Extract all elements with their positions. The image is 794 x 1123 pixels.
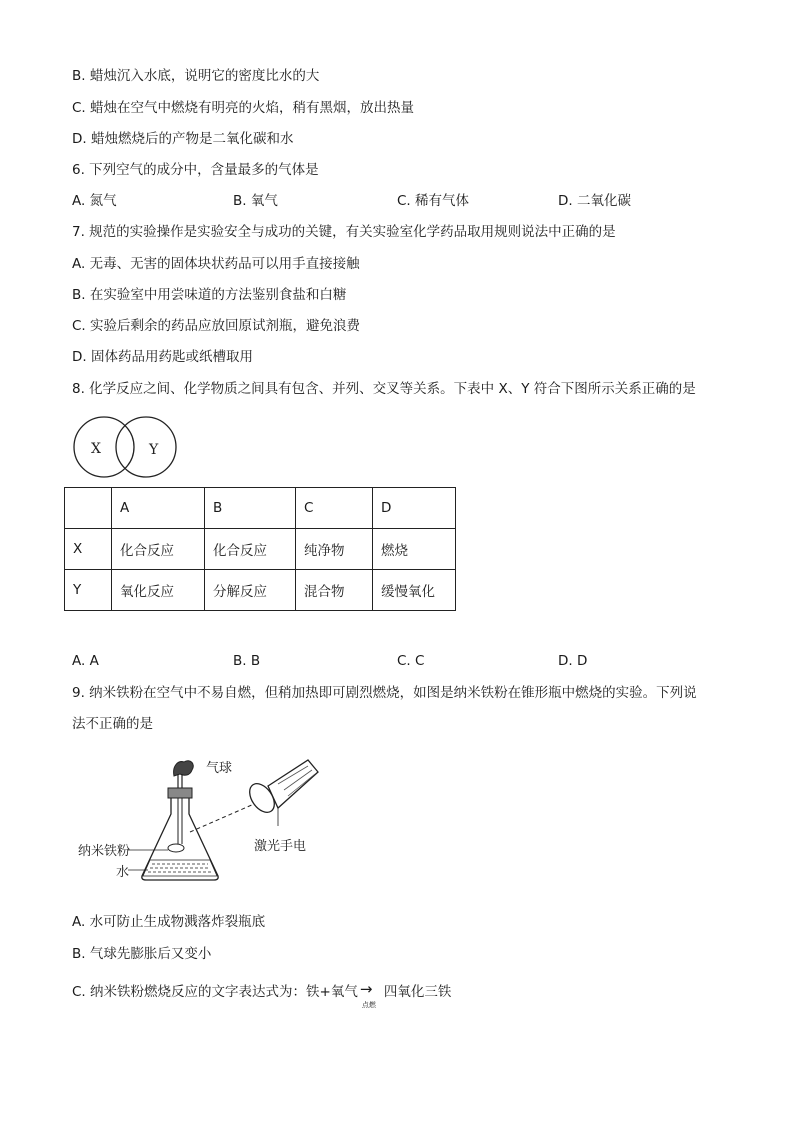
inner-tube — [178, 798, 182, 844]
table-cell: C — [296, 488, 373, 529]
q8-table — [64, 487, 456, 611]
label-laser-flashlight: 激光手电 — [254, 839, 307, 854]
table-cell: 化合反应 — [205, 529, 296, 570]
label-balloon: 气球 — [206, 761, 233, 776]
reaction-condition: 点燃 — [361, 1001, 376, 1009]
table-cell: 化合反应 — [112, 529, 205, 570]
q6-option-d: D. 二氧化碳 — [558, 193, 631, 209]
table-cell: 燃烧 — [373, 529, 456, 570]
table-cell: 氧化反应 — [112, 570, 205, 611]
q7-option-c: C. 实验后剩余的药品应放回原试剂瓶，避免浪费 — [72, 318, 361, 334]
q7-option-d: D. 固体药品用药匙或纸槽取用 — [72, 349, 253, 365]
reaction-arrow — [359, 980, 382, 1009]
q5-option-d: D. 蜡烛燃烧后的产物是二氧化碳和水 — [72, 131, 294, 147]
table-cell: D — [373, 488, 456, 529]
q9-stem-line1: 9. 纳米铁粉在空气中不易自燃，但稍加热即可剧烈燃烧，如图是纳米铁粉在锥形瓶中燃烧的实验。下列说 — [72, 685, 697, 701]
balloon-neck — [178, 774, 182, 788]
q9-option-c-text: C. 纳米铁粉燃烧反应的文字表达式为：铁+氧气 — [72, 984, 358, 1000]
q9-option-c-product: 四氧化三铁 — [383, 984, 452, 1000]
q8-option-b: B. B — [233, 653, 261, 669]
q8-option-a: A. A — [72, 653, 99, 669]
table-row — [65, 570, 456, 611]
q6-option-a: A. 氮气 — [72, 193, 117, 209]
water-hatch — [148, 864, 212, 872]
q7-stem: 7. 规范的实验操作是实验安全与成功的关键，有关实验室化学药品取用规则说法中正确的是 — [72, 224, 616, 240]
q7-option-b: B. 在实验室中用尝味道的方法鉴别食盐和白糖 — [72, 287, 347, 303]
venn-label-x: X — [91, 441, 101, 457]
q9-stem-line2: 法不正确的是 — [72, 716, 153, 732]
venn-diagram — [72, 414, 182, 480]
q7-option-a: A. 无毒、无害的固体块状药品可以用手直接接触 — [72, 256, 360, 272]
table-cell: 缓慢氧化 — [373, 570, 456, 611]
venn-label-y: Y — [149, 442, 159, 458]
q6-option-c: C. 稀有气体 — [397, 193, 470, 209]
arrow-icon: → — [359, 980, 373, 998]
q6-option-b: B. 氧气 — [233, 193, 278, 209]
table-cell: 分解反应 — [205, 570, 296, 611]
q9-option-c — [72, 980, 452, 1009]
balloon-icon — [174, 761, 194, 776]
laser-beam — [190, 804, 254, 832]
table-cell: B — [205, 488, 296, 529]
venn-circle-y — [116, 417, 176, 477]
table-cell: 混合物 — [296, 570, 373, 611]
table-cell: A — [112, 488, 205, 529]
q6-stem: 6. 下列空气的成分中，含量最多的气体是 — [72, 162, 319, 178]
q9-option-a: A. 水可防止生成物溅落炸裂瓶底 — [72, 914, 266, 930]
table-cell: 纯净物 — [296, 529, 373, 570]
table-header-row — [65, 488, 456, 529]
table-cell: X — [65, 529, 112, 570]
q8-option-c: C. C — [397, 653, 425, 669]
q9-option-b: B. 气球先膨胀后又变小 — [72, 946, 212, 962]
q8-option-d: D. D — [558, 653, 588, 669]
experiment-figure — [72, 752, 372, 888]
q5-option-b: B. 蜡烛沉入水底，说明它的密度比水的大 — [72, 68, 320, 84]
table-cell — [65, 488, 112, 529]
iron-powder-dish — [168, 844, 184, 852]
label-nano-iron-powder: 纳米铁粉 — [78, 844, 131, 859]
stopper-icon — [168, 788, 192, 798]
q5-option-c: C. 蜡烛在空气中燃烧有明亮的火焰，稍有黑烟，放出热量 — [72, 100, 415, 116]
label-water: 水 — [116, 865, 130, 880]
table-row — [65, 529, 456, 570]
table-cell: Y — [65, 570, 112, 611]
laser-flashlight-icon — [245, 760, 318, 826]
q8-stem: 8. 化学反应之间、化学物质之间具有包含、并列、交叉等关系。下表中 X、Y 符合下图所示关系正确的是 — [72, 381, 696, 397]
